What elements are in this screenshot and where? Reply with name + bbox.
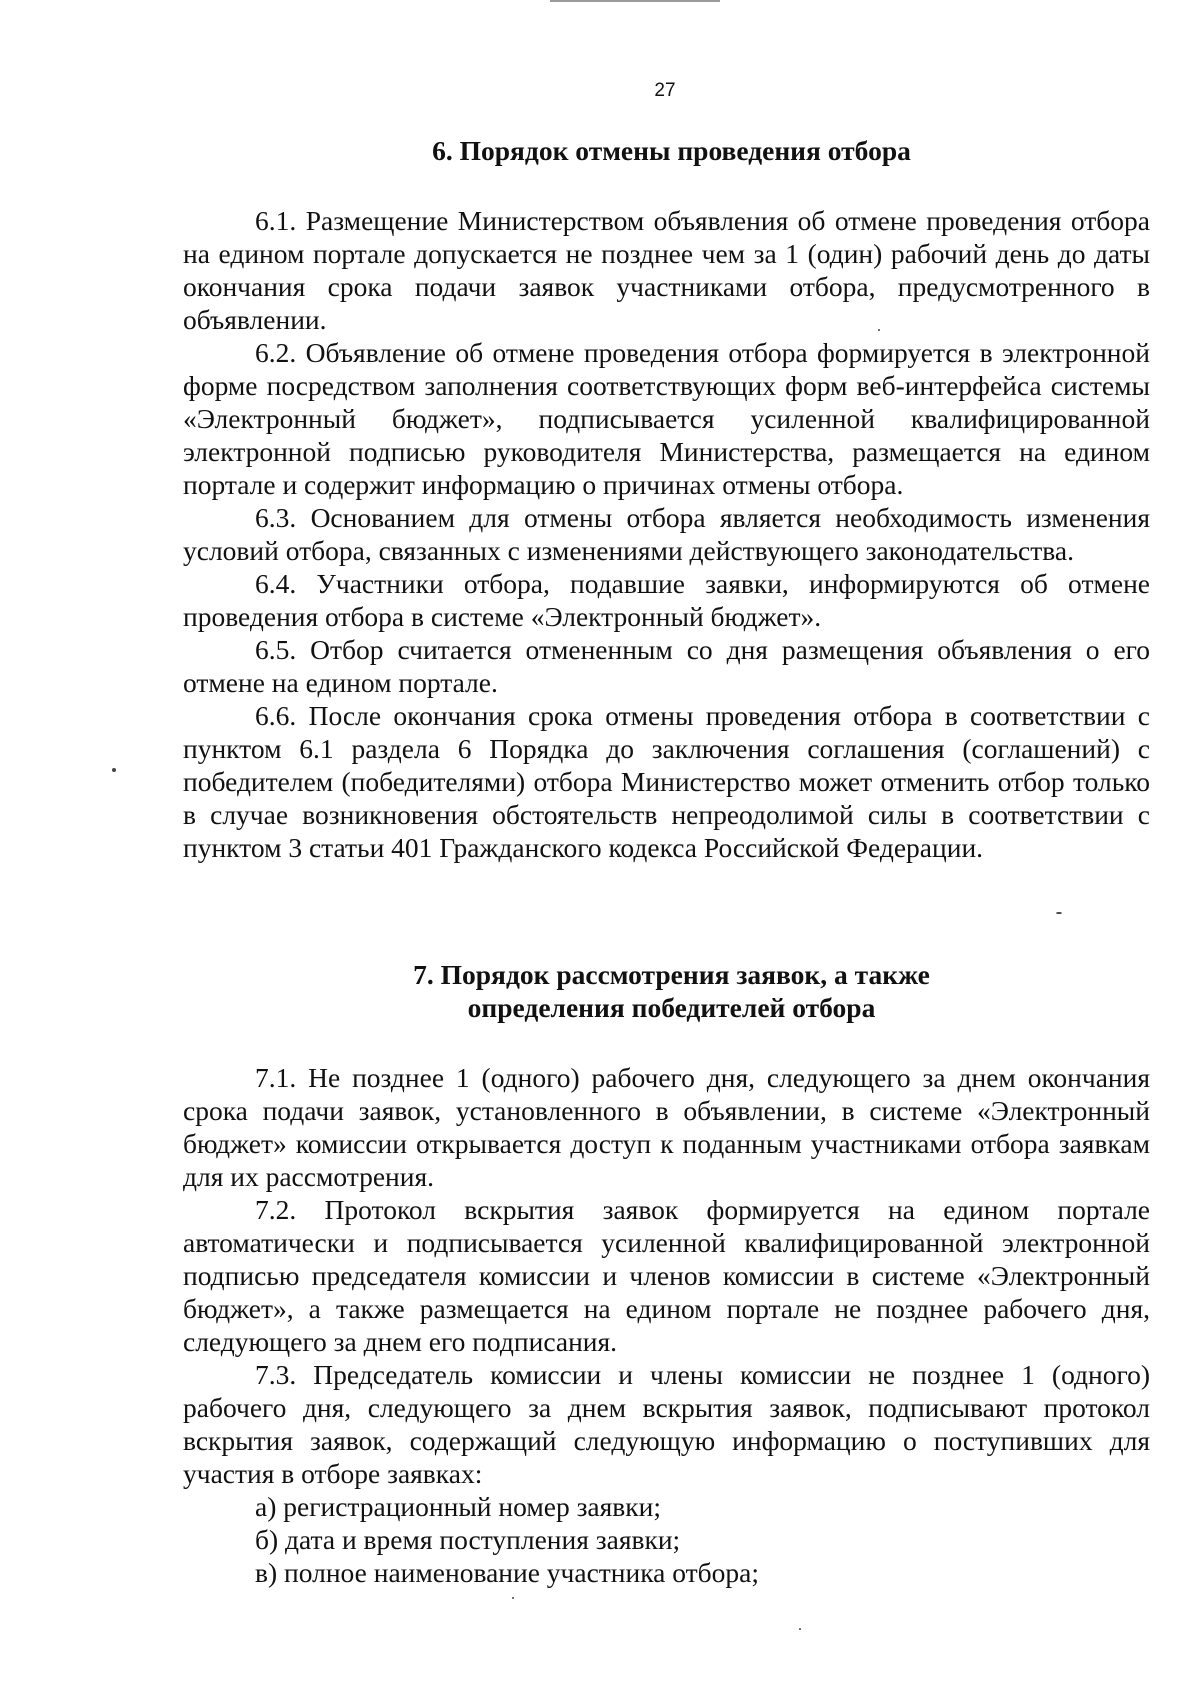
- scan-speck: [878, 329, 880, 331]
- paragraph-6-3: 6.3. Основанием для отмены отбора является необходимость изменения условий отбора, связанных с изменениями действующего законодательства.: [183, 502, 1150, 566]
- section-6-heading: 6. Порядок отмены проведения отбора: [432, 135, 911, 166]
- paragraph-7-3: 7.3. Председатель комиссии и члены комиссии не позднее 1 (одного) рабочего дня, следующего за днем вскрытия заявок, подписывают протокол вскрытия заявок, содержащий следующую информацию о поступивших для участия в отборе заявках:: [183, 1359, 1150, 1489]
- scan-speck: [112, 768, 116, 772]
- section-7: [183, 958, 1150, 1589]
- paragraph-6-5: 6.5. Отбор считается отмененным со дня размещения объявления о его отмене на едином портале.: [183, 634, 1150, 698]
- scan-speck: [1056, 912, 1062, 914]
- section-7-heading-line-2: определения победителей отбора: [467, 992, 876, 1023]
- paragraph-6-4: 6.4. Участники отбора, подавшие заявки, информируются об отмене проведения отбора в системе «Электронный бюджет».: [183, 568, 1150, 632]
- section-6: [183, 134, 1150, 864]
- paragraph-6-6: 6.6. После окончания срока отмены проведения отбора в соответствии с пунктом 6.1 раздела 6 Порядка до заключения соглашения (соглашений) с победителем (победителями) отбора Министерство может отменить отбор только в случае возникновения обстоятельств непреодолимой силы в соответствии с пунктом 3 статьи 401 Гражданского кодекса Российской Федерации.: [183, 700, 1150, 863]
- list-item-c: в) полное наименование участника отбора;: [255, 1557, 759, 1588]
- paragraph-6-2: 6.2. Объявление об отмене проведения отбора формируется в электронной форме посредством заполнения соответствующих форм веб-интерфейса системы «Электронный бюджет», подписывается усиленной квалифицированной электронной подписью руководителя Министерства, размещается на едином портале и содержит информацию о причинах отмены отбора.: [183, 337, 1150, 500]
- section-7-heading-line-1: 7. Порядок рассмотрения заявок, а также: [413, 959, 930, 990]
- scan-speck: [512, 1597, 514, 1599]
- paragraph-7-1: 7.1. Не позднее 1 (одного) рабочего дня, следующего за днем окончания срока подачи заявок, установленного в объявлении, в системе «Электронный бюджет» комиссии открывается доступ к поданным участниками отбора заявкам для их рассмотрения.: [183, 1062, 1150, 1192]
- paragraph-6-1: 6.1. Размещение Министерством объявления об отмене проведения отбора на едином портале допускается не позднее чем за 1 (один) рабочий день до даты окончания срока подачи заявок участниками отбора, предусмотренного в объявлении.: [183, 205, 1150, 335]
- top-edge-line: [550, 0, 720, 2]
- list-item-b: б) дата и время поступления заявки;: [255, 1524, 681, 1555]
- page-number: 27: [654, 80, 676, 101]
- paragraph-7-2: 7.2. Протокол вскрытия заявок формируется на едином портале автоматически и подписывается усиленной квалифицированной электронной подписью председателя комиссии и членов комиссии в системе «Электронный бюджет», а также размещается на едином портале не позднее рабочего дня, следующего за днем его подписания.: [183, 1194, 1150, 1357]
- list-item-a: а) регистрационный номер заявки;: [255, 1491, 661, 1522]
- scan-speck: [799, 1628, 801, 1630]
